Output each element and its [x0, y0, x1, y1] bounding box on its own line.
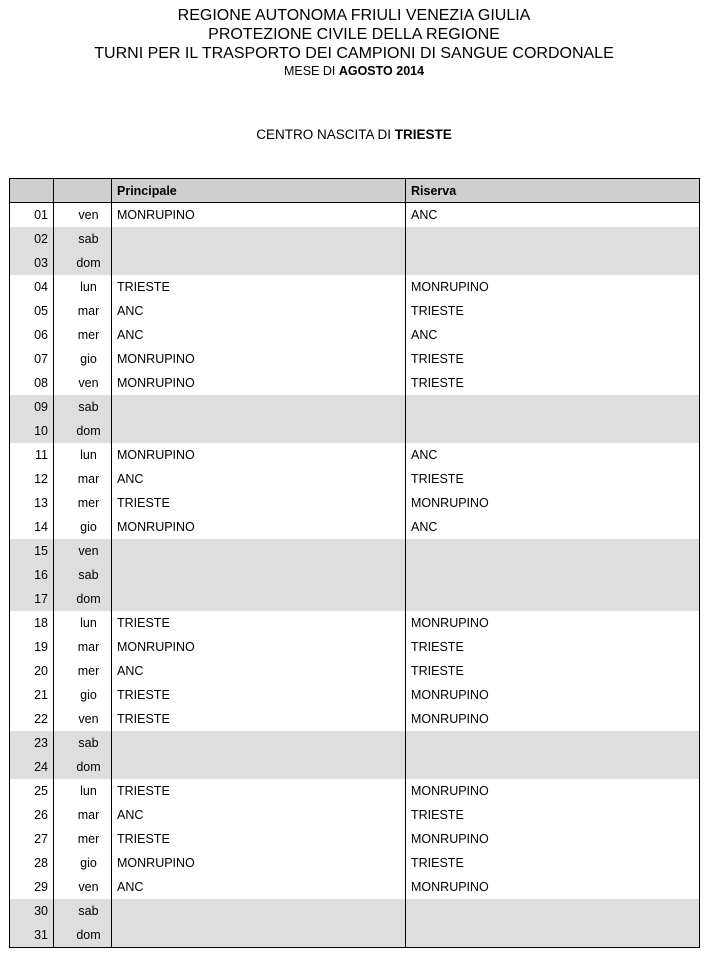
- riserva-cell: [406, 587, 700, 611]
- principale-cell: TRIESTE: [112, 707, 406, 731]
- riserva-cell: MONRUPINO: [406, 611, 700, 635]
- principale-cell: [112, 755, 406, 779]
- riserva-cell: TRIESTE: [406, 635, 700, 659]
- day-cell: 02: [10, 227, 54, 251]
- weekday-cell: mer: [54, 659, 112, 683]
- riserva-cell: TRIESTE: [406, 803, 700, 827]
- day-cell: 31: [10, 923, 54, 948]
- riserva-cell: [406, 563, 700, 587]
- department-title: PROTEZIONE CIVILE DELLA REGIONE: [208, 26, 500, 43]
- table-row: [10, 539, 700, 563]
- day-cell: 11: [35, 448, 48, 462]
- weekday-cell: ven: [54, 875, 112, 899]
- day-cell: 16: [10, 563, 54, 587]
- weekday-cell: mer: [54, 323, 112, 347]
- riserva-cell: MONRUPINO: [406, 875, 700, 899]
- weekday-cell: sab: [54, 899, 112, 923]
- riserva-cell: ANC: [406, 203, 700, 228]
- table-row: [10, 779, 700, 803]
- principale-cell: ANC: [112, 323, 406, 347]
- riserva-cell: MONRUPINO: [406, 707, 700, 731]
- riserva-cell: [406, 227, 700, 251]
- header-weekday: [54, 179, 112, 203]
- table-row: [10, 875, 700, 899]
- day-cell: 28: [34, 856, 48, 870]
- header-day: [10, 179, 54, 203]
- table-row: [10, 635, 700, 659]
- principale-cell: MONRUPINO: [112, 635, 406, 659]
- table-row: [10, 707, 700, 731]
- principale-cell: MONRUPINO: [112, 203, 406, 228]
- table-row: [10, 587, 700, 611]
- principale-cell: [112, 731, 406, 755]
- weekday-cell: lun: [54, 611, 112, 635]
- weekday-cell: ven: [54, 203, 112, 228]
- day-cell: 21: [34, 688, 48, 702]
- weekday-cell: gio: [54, 851, 112, 875]
- table-row: [10, 443, 700, 467]
- table-row: [10, 251, 700, 275]
- table-header-row: [10, 179, 700, 203]
- day-cell: 05: [34, 304, 48, 318]
- day-cell: 27: [34, 832, 48, 846]
- principale-cell: ANC: [112, 467, 406, 491]
- day-cell: 18: [34, 616, 48, 630]
- riserva-cell: MONRUPINO: [406, 491, 700, 515]
- header-principale: Principale: [112, 179, 406, 203]
- weekday-cell: gio: [54, 515, 112, 539]
- day-cell: 17: [10, 587, 54, 611]
- principale-cell: [112, 587, 406, 611]
- riserva-cell: [406, 923, 700, 948]
- riserva-cell: [406, 419, 700, 443]
- weekday-cell: sab: [54, 731, 112, 755]
- weekday-cell: lun: [54, 443, 112, 467]
- table-row: [10, 227, 700, 251]
- table-row: [10, 395, 700, 419]
- principale-cell: TRIESTE: [112, 491, 406, 515]
- principale-cell: MONRUPINO: [112, 347, 406, 371]
- principale-cell: ANC: [112, 875, 406, 899]
- principale-cell: [112, 395, 406, 419]
- weekday-cell: lun: [54, 779, 112, 803]
- region-title: REGIONE AUTONOMA FRIULI VENEZIA GIULIA: [177, 7, 531, 24]
- weekday-cell: mer: [54, 827, 112, 851]
- centro-prefix: CENTRO NASCITA DI: [256, 127, 391, 142]
- principale-cell: [112, 251, 406, 275]
- month-value: AGOSTO 2014: [338, 64, 425, 78]
- principale-cell: TRIESTE: [112, 275, 406, 299]
- riserva-cell: [406, 539, 700, 563]
- riserva-cell: MONRUPINO: [406, 275, 700, 299]
- riserva-cell: TRIESTE: [406, 467, 700, 491]
- principale-cell: [112, 563, 406, 587]
- day-cell: 07: [34, 352, 48, 366]
- table-row: [10, 419, 700, 443]
- day-cell: 29: [34, 880, 48, 894]
- day-cell: 10: [10, 419, 54, 443]
- table-row: [10, 731, 700, 755]
- weekday-cell: mar: [54, 299, 112, 323]
- riserva-cell: ANC: [406, 323, 700, 347]
- weekday-cell: dom: [54, 587, 112, 611]
- riserva-cell: [406, 251, 700, 275]
- table-row: [10, 275, 700, 299]
- principale-cell: ANC: [112, 659, 406, 683]
- table-row: [10, 467, 700, 491]
- principale-cell: ANC: [112, 803, 406, 827]
- principale-cell: MONRUPINO: [112, 371, 406, 395]
- table-row: [10, 515, 700, 539]
- month-line: [0, 63, 708, 79]
- weekday-cell: mer: [54, 491, 112, 515]
- principale-cell: MONRUPINO: [112, 851, 406, 875]
- day-cell: 06: [34, 328, 48, 342]
- weekday-cell: dom: [54, 251, 112, 275]
- document-title: TURNI PER IL TRASPORTO DEI CAMPIONI DI SANGUE CORDONALE: [94, 45, 614, 62]
- table-row: [10, 827, 700, 851]
- principale-cell: [112, 923, 406, 948]
- day-cell: 19: [34, 640, 48, 654]
- table-row: [10, 803, 700, 827]
- day-cell: 23: [10, 731, 54, 755]
- weekday-cell: lun: [54, 275, 112, 299]
- table-row: [10, 323, 700, 347]
- weekday-cell: mar: [54, 635, 112, 659]
- principale-cell: [112, 899, 406, 923]
- principale-cell: [112, 419, 406, 443]
- centro-value: TRIESTE: [394, 127, 452, 142]
- header-riserva: Riserva: [406, 179, 700, 203]
- weekday-cell: ven: [54, 371, 112, 395]
- table-row: [10, 299, 700, 323]
- riserva-cell: TRIESTE: [406, 851, 700, 875]
- riserva-cell: MONRUPINO: [406, 779, 700, 803]
- shift-table: [9, 178, 700, 948]
- riserva-cell: [406, 395, 700, 419]
- principale-cell: MONRUPINO: [112, 443, 406, 467]
- table-row: [10, 851, 700, 875]
- day-cell: 03: [10, 251, 54, 275]
- day-cell: 14: [34, 520, 48, 534]
- riserva-cell: [406, 731, 700, 755]
- table-row: [10, 563, 700, 587]
- document-header: [0, 6, 708, 79]
- table-row: [10, 755, 700, 779]
- weekday-cell: gio: [54, 347, 112, 371]
- riserva-cell: MONRUPINO: [406, 827, 700, 851]
- day-cell: 26: [34, 808, 48, 822]
- weekday-cell: sab: [54, 227, 112, 251]
- principale-cell: [112, 539, 406, 563]
- weekday-cell: sab: [54, 563, 112, 587]
- table-row: [10, 923, 700, 948]
- weekday-cell: ven: [54, 707, 112, 731]
- table-row: [10, 203, 700, 228]
- day-cell: 15: [10, 539, 54, 563]
- day-cell: 09: [10, 395, 54, 419]
- centro-nascita-line: [0, 127, 708, 142]
- principale-cell: MONRUPINO: [112, 515, 406, 539]
- day-cell: 12: [34, 472, 48, 486]
- principale-cell: ANC: [112, 299, 406, 323]
- riserva-cell: TRIESTE: [406, 371, 700, 395]
- principale-cell: TRIESTE: [112, 827, 406, 851]
- principale-cell: [112, 227, 406, 251]
- weekday-cell: sab: [54, 395, 112, 419]
- principale-cell: TRIESTE: [112, 683, 406, 707]
- weekday-cell: ven: [54, 539, 112, 563]
- principale-cell: TRIESTE: [112, 779, 406, 803]
- table-row: [10, 611, 700, 635]
- day-cell: 08: [34, 376, 48, 390]
- table-row: [10, 659, 700, 683]
- day-cell: 20: [34, 664, 48, 678]
- riserva-cell: MONRUPINO: [406, 683, 700, 707]
- month-prefix: MESE DI: [283, 64, 336, 78]
- table-row: [10, 491, 700, 515]
- riserva-cell: TRIESTE: [406, 299, 700, 323]
- day-cell: 24: [10, 755, 54, 779]
- riserva-cell: TRIESTE: [406, 659, 700, 683]
- principale-cell: TRIESTE: [112, 611, 406, 635]
- riserva-cell: [406, 755, 700, 779]
- weekday-cell: mar: [54, 467, 112, 491]
- day-cell: 22: [34, 712, 48, 726]
- day-cell: 04: [34, 280, 48, 294]
- day-cell: 30: [10, 899, 54, 923]
- weekday-cell: dom: [54, 923, 112, 948]
- table-row: [10, 899, 700, 923]
- weekday-cell: dom: [54, 755, 112, 779]
- day-cell: 25: [34, 784, 48, 798]
- riserva-cell: TRIESTE: [406, 347, 700, 371]
- day-cell: 13: [34, 496, 48, 510]
- table-body: [10, 203, 700, 948]
- table-row: [10, 371, 700, 395]
- weekday-cell: mar: [54, 803, 112, 827]
- riserva-cell: [406, 899, 700, 923]
- table-row: [10, 347, 700, 371]
- weekday-cell: dom: [54, 419, 112, 443]
- riserva-cell: ANC: [406, 443, 700, 467]
- weekday-cell: gio: [54, 683, 112, 707]
- day-cell: 01: [34, 208, 48, 222]
- table-row: [10, 683, 700, 707]
- riserva-cell: ANC: [406, 515, 700, 539]
